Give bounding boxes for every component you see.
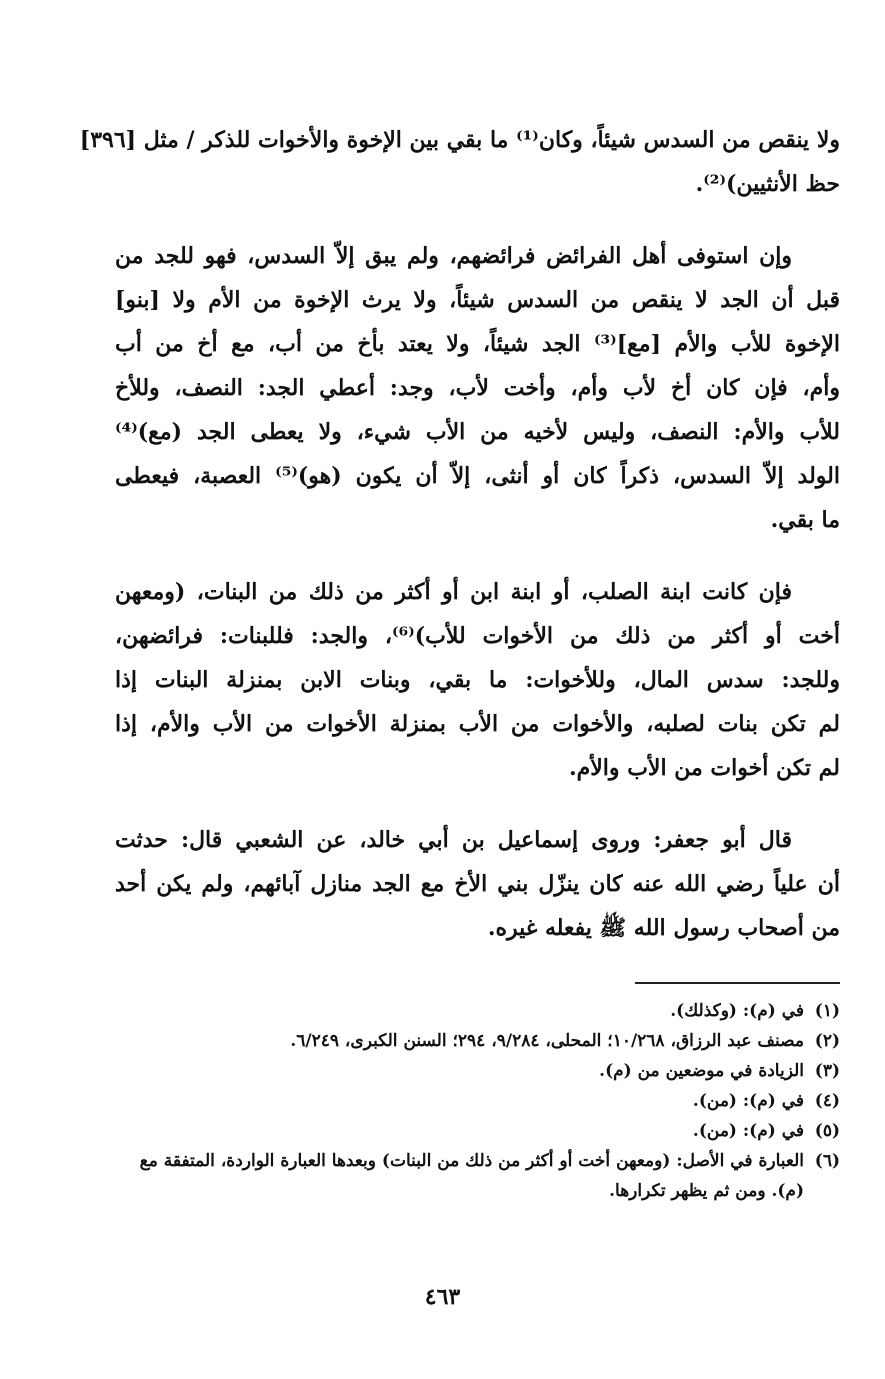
footnote-text: في (م): (من). [692, 1091, 804, 1111]
paragraph-3 [115, 570, 840, 790]
footnote-text: الزيادة في موضعين من (م). [599, 1061, 804, 1081]
text-line: أخت أو أكثر من ذلك من الأخوات للأب)⁽⁶⁾، والجد: فللبنات: فرائضهن، [115, 623, 840, 649]
footnote-number: (٢) [814, 1031, 840, 1051]
text-line: وللجد: سدس المال، وللأخوات: ما بقي، وبنات الابن بمنزلة البنات إذا [115, 667, 840, 693]
text-line: ما بقي. [770, 507, 840, 533]
text-line: قال أبو جعفر: وروى إسماعيل بن أبي خالد، عن الشعبي قال: حدثت [115, 827, 792, 853]
text-line: وإن استوفى أهل الفرائض فرائضهم، ولم يبق إلاّ السدس، فهو للجد من [115, 243, 792, 269]
footnote-separator [635, 982, 840, 984]
text-line: الإخوة للأب والأم [مع]⁽³⁾ الجد شيئاً، ولا يعتد بأخ من أب، مع أخ من أب [115, 331, 840, 357]
text-line: قبل أن الجد لا ينقص من السدس شيئاً، ولا يرث الإخوة من الأم ولا [بنو] [115, 287, 840, 313]
main-text [79, 118, 840, 978]
paragraph-4 [115, 818, 840, 950]
footnote-text: في (م): (وكذلك). [670, 1001, 804, 1021]
text-line: من أصحاب رسول الله ﷺ يفعله غيره. [487, 915, 840, 941]
footnote-number: (٦) [814, 1151, 840, 1171]
footnote-number: (٣) [814, 1061, 840, 1081]
text-line: لم تكن أخوات من الأب والأم. [568, 755, 840, 781]
text-line: فإن كانت ابنة الصلب، أو ابنة ابن أو أكثر من ذلك من البنات، (ومعهن [115, 579, 792, 605]
footnote-text: مصنف عبد الرزاق، ١٠/٢٦٨؛ المحلى، ٩/٢٨٤، ٢٩٤؛ السنن الكبرى، ٦/٢٤٩. [290, 1031, 804, 1051]
footnote-number: (٤) [814, 1091, 840, 1111]
footnote-item [110, 1116, 840, 1146]
text-line: الولد إلاّ السدس، ذكراً كان أو أنثى، إلاّ أن يكون (هو)⁽⁵⁾ العصبة، فيعطى [115, 463, 840, 489]
text-line: أن علياً رضي الله عنه كان ينزّل بني الأخ مع الجد منازل آبائهم، ولم يكن أحد [115, 871, 840, 897]
footnote-item [110, 1056, 840, 1086]
footnote-item [110, 1086, 840, 1116]
page-number: ٤٦٣ [424, 1284, 461, 1310]
paragraph-2 [115, 234, 840, 542]
text-line: ولا ينقص من السدس شيئاً، وكان⁽¹⁾ ما بقي بين الإخوة والأخوات للذكر / مثل [٣٩٦] [79, 127, 840, 153]
paragraph-1 [79, 118, 840, 206]
footnotes [110, 996, 840, 1206]
footnote-item [110, 996, 840, 1026]
footnote-item [110, 1026, 840, 1056]
footnote-number: (٥) [814, 1121, 840, 1141]
footnote-number: (١) [814, 1001, 840, 1021]
footnote-text: العبارة في الأصل: (ومعهن أخت أو أكثر من ذلك من البنات) وبعدها العبارة الواردة، المتفقة مع (م). ومن ثم يظهر تكرارها. [139, 1151, 804, 1201]
text-line: وأم، فإن كان أخ لأب وأم، وأخت لأب، وجد: أعطي الجد: النصف، وللأخ [115, 375, 840, 401]
footnote-item [110, 1146, 840, 1206]
footnote-text: في (م): (من). [692, 1121, 804, 1141]
text-line: للأب والأم: النصف، وليس لأخيه من الأب شيء، ولا يعطى الجد (مع)⁽⁴⁾ [115, 419, 840, 445]
text-line: حظ الأنثيين)⁽²⁾. [695, 171, 840, 197]
text-line: لم تكن بنات لصلبه، والأخوات من الأب بمنزلة الأخوات من الأب والأم، إذا [115, 711, 840, 737]
